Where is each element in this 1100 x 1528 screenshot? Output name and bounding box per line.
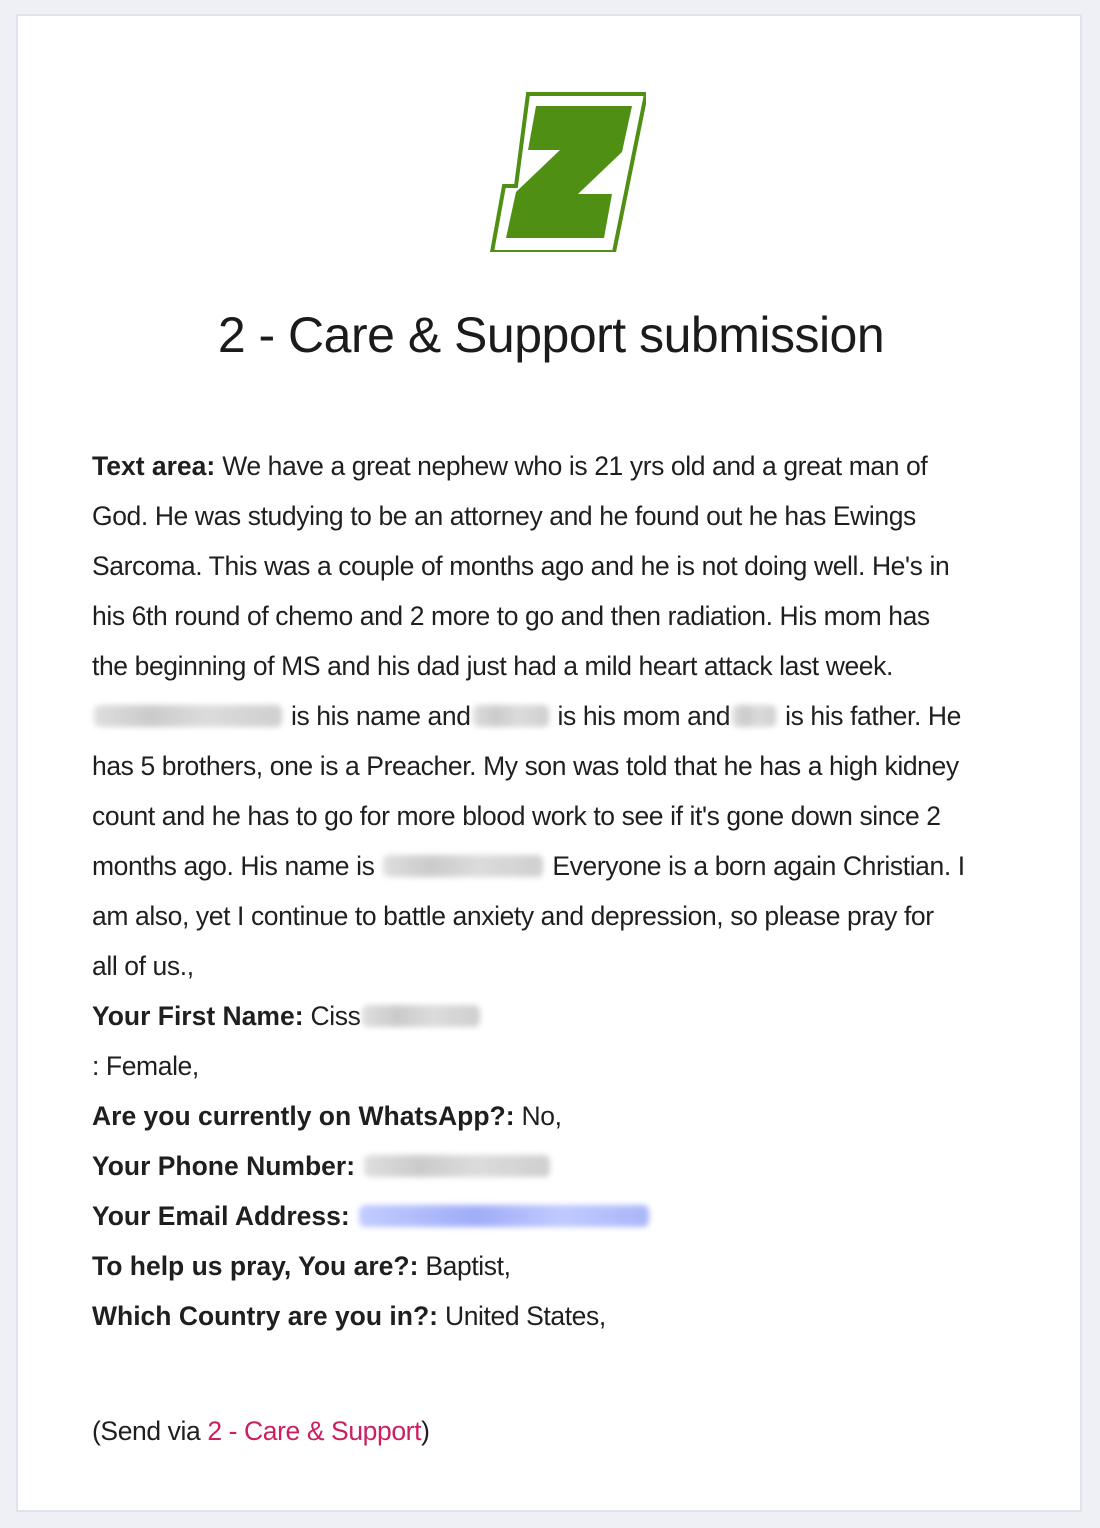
text-area-line-3: Sarcoma. This was a couple of months ago and he is not doing well. He's in xyxy=(92,551,950,581)
redacted-father-name xyxy=(732,705,776,727)
whatsapp-value: No, xyxy=(521,1101,562,1131)
text-area-line-1: Text area: We have a great nephew who is 21 yrs old and a great man of xyxy=(92,451,928,481)
first-name-value: Ciss xyxy=(310,1001,361,1031)
whatsapp-label: Are you currently on WhatsApp?: xyxy=(92,1101,515,1131)
redacted-phone xyxy=(364,1155,550,1177)
text-area-line-11: all of us., xyxy=(92,951,194,981)
phone-row xyxy=(92,1141,1022,1191)
pray-value: Baptist, xyxy=(425,1251,511,1281)
redacted-nephew-name xyxy=(94,705,282,727)
text-area-line-5: the beginning of MS and his dad just had a mild heart attack last week. xyxy=(92,651,893,681)
country-row xyxy=(92,1291,1022,1341)
gender-value: : Female, xyxy=(92,1051,199,1081)
redacted-email-link[interactable] xyxy=(359,1205,649,1227)
first-name-row xyxy=(92,991,1022,1041)
footer-send-via: (Send via 2 - Care & Support) xyxy=(92,1416,430,1446)
text-area-line-2: God. He was studying to be an attorney and he found out he has Ewings xyxy=(92,501,916,531)
whatsapp-row xyxy=(92,1091,1022,1141)
email-label: Your Email Address: xyxy=(92,1201,350,1231)
email-row xyxy=(92,1191,1022,1241)
first-name-label: Your First Name: xyxy=(92,1001,304,1031)
text-area-label: Text area: xyxy=(92,451,216,481)
text-area-line-4: his 6th round of chemo and 2 more to go and then radiation. His mom has xyxy=(92,601,930,631)
text-area-line-10: am also, yet I continue to battle anxiety and depression, so please pray for xyxy=(92,901,934,931)
submission-card xyxy=(16,14,1082,1512)
redacted-last-name xyxy=(362,1005,480,1027)
z-logo-icon xyxy=(486,90,646,252)
country-value: United States, xyxy=(444,1301,606,1331)
text-area-line-9: months ago. His name is Everyone is a born again Christian. I xyxy=(92,851,965,881)
text-area-line-7: has 5 brothers, one is a Preacher. My son was told that he has a high kidney xyxy=(92,751,959,781)
redacted-mom-name xyxy=(473,705,549,727)
phone-label: Your Phone Number: xyxy=(92,1151,356,1181)
pray-row xyxy=(92,1241,1022,1291)
text-area-line-6: is his name and is his mom and is his father. He xyxy=(92,691,1022,741)
page-title: 2 - Care & Support submission xyxy=(217,307,885,363)
country-label: Which Country are you in?: xyxy=(92,1301,438,1331)
pray-label: To help us pray, You are?: xyxy=(92,1251,419,1281)
text-area-line-8: count and he has to go for more blood work to see if it's gone down since 2 xyxy=(92,801,941,831)
gender-row xyxy=(92,1041,1022,1091)
redacted-son-name xyxy=(383,855,543,877)
submission-content xyxy=(92,441,1022,1341)
care-support-link[interactable]: 2 - Care & Support xyxy=(207,1416,422,1446)
